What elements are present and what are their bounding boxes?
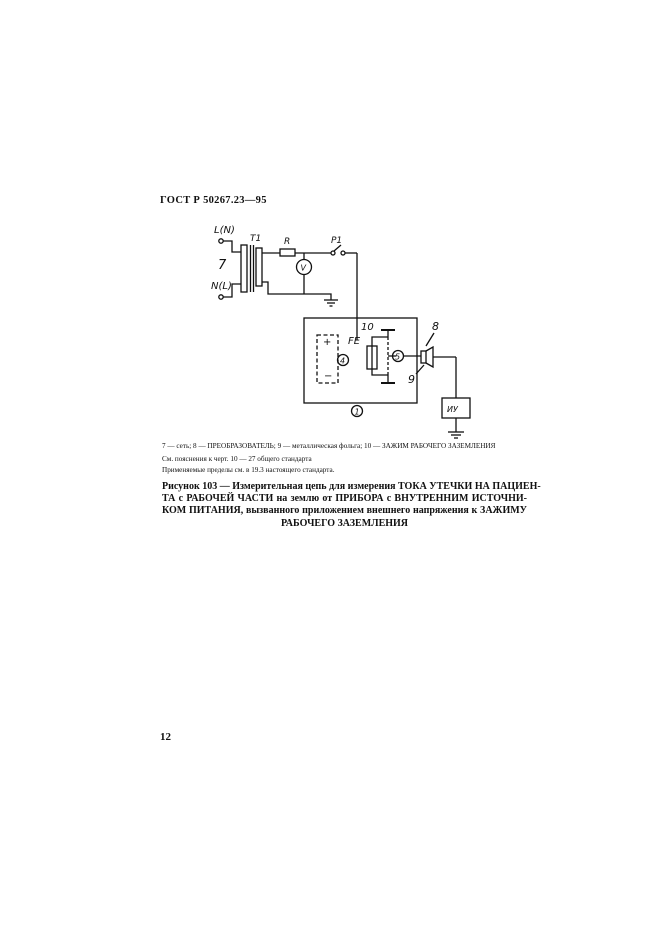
label-9: 9 <box>408 373 415 386</box>
label-fe: FE <box>348 336 361 347</box>
transducer-8 <box>426 347 433 367</box>
terminal-L <box>219 239 223 243</box>
document-header: ГОСТ Р 50267.23—95 <box>160 195 267 206</box>
label-l-n: L(N) <box>214 225 235 236</box>
label-7: 7 <box>218 258 227 273</box>
label-4: 4 <box>340 356 346 366</box>
label-8: 8 <box>432 320 439 333</box>
measurement-circuit-diagram <box>190 215 490 445</box>
label-n-l: N(L) <box>211 281 232 292</box>
transformer-primary <box>241 245 247 292</box>
terminal-N <box>219 295 223 299</box>
legend-line-1: 7 — сеть; 8 — ПРЕОБРАЗОВАТЕЛЬ; 9 — металлическая фольга; 10 — ЗАЖИМ РАБОЧЕГО ЗАЗЕМЛЕНИЯ <box>162 442 496 450</box>
resistor-R <box>280 249 295 256</box>
label-p1: P1 <box>331 236 343 246</box>
switch-p1-contact-1 <box>331 251 335 255</box>
caption-line-3: КОМ ПИТАНИЯ, вызванного приложением внешнего напряжения к ЗАЖИМУ <box>162 505 527 517</box>
label-5: 5 <box>395 352 401 362</box>
label-plus: + <box>323 337 332 348</box>
label-v: V <box>300 263 306 273</box>
legend-line-3: Применяемые пределы см. в 19.3 настоящего стандарта. <box>162 466 335 474</box>
label-10: 10 <box>361 322 374 333</box>
page-number: 12 <box>160 731 171 743</box>
legend-line-2: См. пояснения к черт. 10 — 27 общего стандарта <box>162 455 312 463</box>
figure-caption <box>162 481 541 530</box>
transformer-secondary <box>256 248 262 286</box>
caption-line-1: Рисунок 103 — Измерительная цепь для измерения ТОКА УТЕЧКИ НА ПАЦИЕН- <box>162 481 541 492</box>
wire-bottom <box>262 282 331 300</box>
wire-L <box>223 241 241 252</box>
switch-p1-contact-2 <box>341 251 345 255</box>
label-1: 1 <box>354 407 360 417</box>
label-r: R <box>284 237 291 247</box>
label-minus: − <box>324 371 333 382</box>
caption-line-2: ТА с РАБОЧЕЙ ЧАСТИ на землю от ПРИБОРА с ВНУТРЕННИМ ИСТОЧНИ- <box>162 493 527 505</box>
label-t1: T1 <box>250 234 262 244</box>
caption-line-4: РАБОЧЕГО ЗАЗЕМЛЕНИЯ <box>280 517 409 529</box>
label-iu: ИУ <box>447 405 458 414</box>
leader-8 <box>426 333 434 346</box>
metal-foil <box>421 351 426 363</box>
